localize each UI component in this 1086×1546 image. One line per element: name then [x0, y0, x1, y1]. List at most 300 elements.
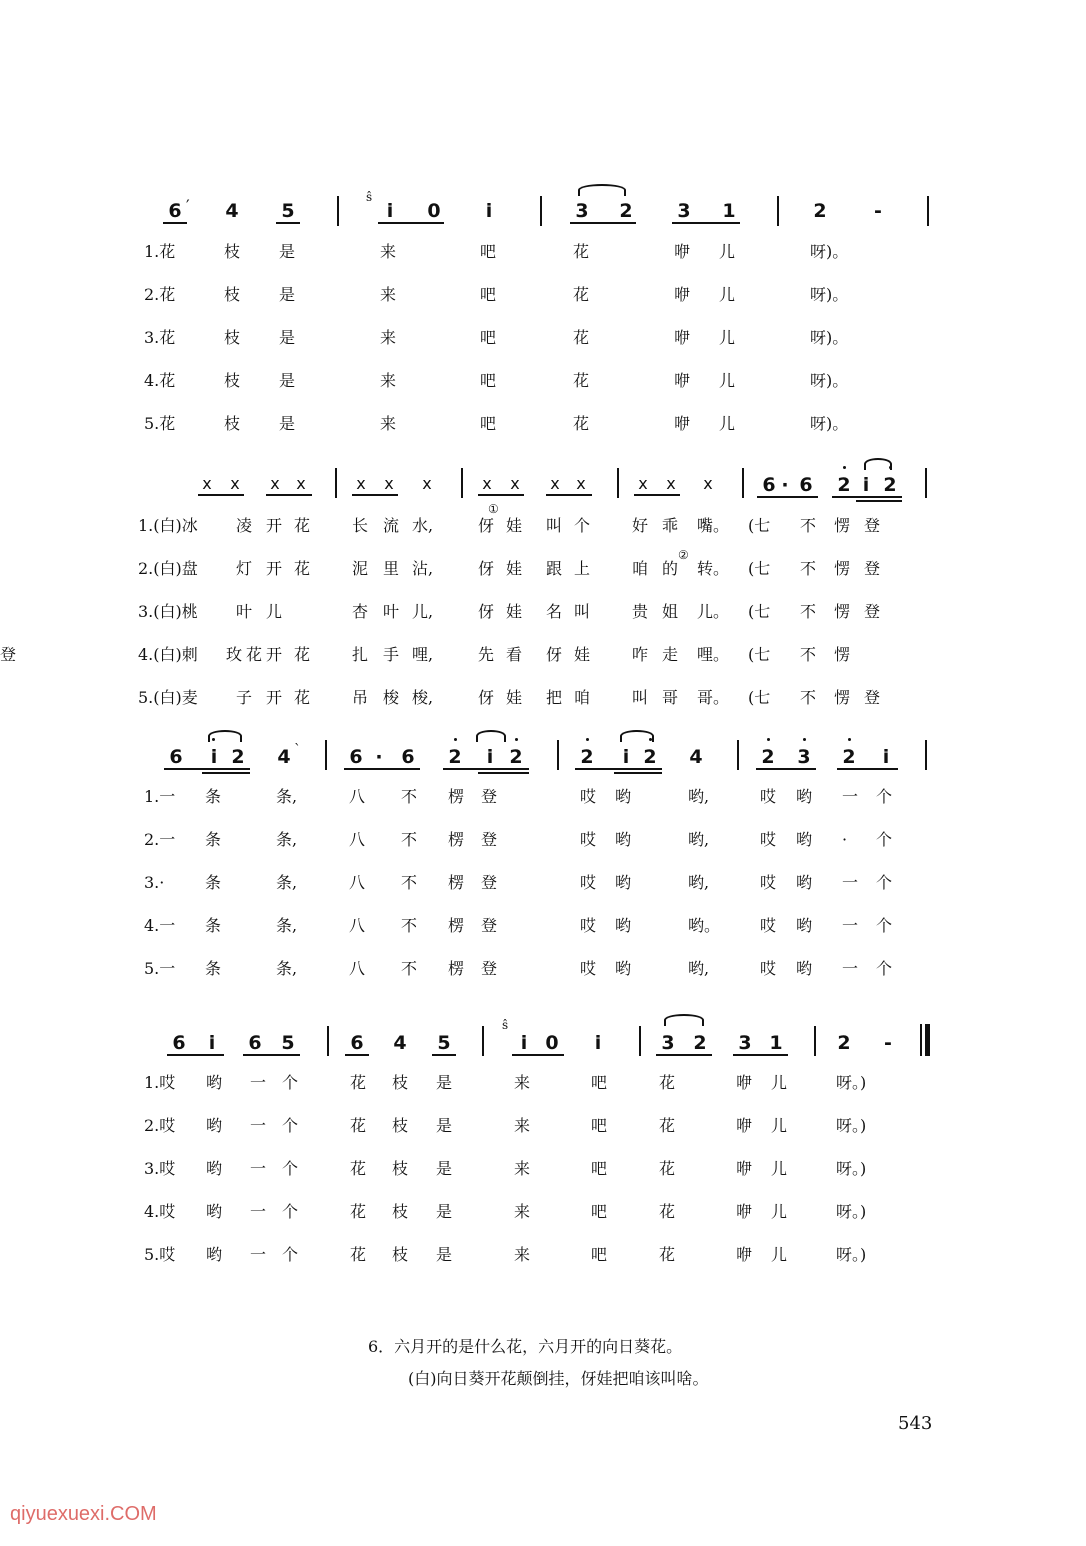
barline: [337, 196, 339, 226]
lyric: 条,: [276, 959, 298, 978]
underline: [478, 494, 524, 496]
lyric: 哟,: [688, 873, 710, 892]
lyric: 里: [383, 559, 400, 578]
lyric: 愣: [834, 559, 851, 578]
lyric: 花: [350, 1073, 367, 1092]
lyric: 花: [659, 1116, 676, 1135]
lyric: 看: [506, 645, 523, 664]
lyric: 花: [294, 559, 311, 578]
lyric: 跟: [546, 559, 563, 578]
note: i: [594, 1032, 602, 1054]
lyric: 哟: [796, 830, 813, 849]
lyric: 4.花: [144, 371, 176, 390]
lyric: 水,: [412, 516, 434, 535]
lyric: 枝: [224, 371, 241, 390]
lyric: 是: [436, 1116, 453, 1135]
note: 1: [769, 1032, 783, 1054]
underline: [575, 768, 662, 770]
lyric: 咱: [574, 688, 591, 707]
lyric: 呀。): [836, 1073, 867, 1092]
lyric: 八: [349, 830, 366, 849]
octave-dot: [767, 738, 770, 741]
lyric: 条: [205, 959, 222, 978]
lyric: 开: [266, 645, 283, 664]
underline-double: [202, 772, 250, 774]
rhythm-x: x: [510, 474, 520, 493]
final-barline-thick: [925, 1024, 930, 1056]
barline: [742, 468, 744, 498]
lyric: 哟: [206, 1245, 223, 1264]
lyric: 哟: [615, 959, 632, 978]
lyric: 花: [294, 516, 311, 535]
lyric: 吧: [591, 1116, 608, 1135]
rhythm-x: x: [384, 474, 394, 493]
lyric: 个: [876, 787, 893, 806]
note: 6: [350, 1032, 364, 1054]
note: 5: [281, 200, 295, 222]
lyric: 吧: [480, 371, 497, 390]
lyric: 八: [349, 959, 366, 978]
note: 6: [168, 200, 182, 222]
lyric: 花: [246, 645, 263, 664]
lyric: 来: [380, 371, 397, 390]
lyric: 花: [350, 1116, 367, 1135]
grace-note: ŝ: [502, 1018, 509, 1032]
lyric: 枝: [224, 328, 241, 347]
rhythm-x: x: [482, 474, 492, 493]
barline: [925, 740, 927, 770]
rhythm-x: x: [550, 474, 560, 493]
note: -: [884, 1032, 892, 1054]
rhythm-x: x: [356, 474, 366, 493]
underline: [656, 1054, 712, 1056]
octave-dot: [848, 738, 851, 741]
lyric: 呀。): [836, 1116, 867, 1135]
rhythm-x: x: [202, 474, 212, 493]
rhythm-x: x: [576, 474, 586, 493]
note: 2: [837, 1032, 851, 1054]
lyric: 吧: [591, 1202, 608, 1221]
lyric: 名: [546, 602, 563, 621]
lyric: 花: [350, 1202, 367, 1221]
rhythm-x: x: [296, 474, 306, 493]
lyric: 呀。): [836, 1159, 867, 1178]
lyric: 咱: [632, 559, 649, 578]
lyric: 2.哎: [144, 1116, 176, 1135]
lyric: 5.花: [144, 414, 176, 433]
lyric: 嘴。: [697, 516, 730, 535]
underline: [164, 768, 250, 770]
lyric: 叫: [632, 688, 649, 707]
lyric: 条: [205, 916, 222, 935]
note: 6: [401, 746, 415, 768]
lyric: 枝: [392, 1202, 409, 1221]
lyric: 枝: [392, 1245, 409, 1264]
underline-double: [478, 772, 529, 774]
grace-note: ŝ: [366, 190, 373, 204]
lyric: 不: [401, 830, 418, 849]
lyric: 咿: [674, 328, 691, 347]
lyric: 吧: [480, 328, 497, 347]
lyric: 儿: [771, 1245, 788, 1264]
octave-dot: [803, 738, 806, 741]
barline: [814, 1026, 816, 1056]
lyric: 个: [876, 916, 893, 935]
lyric: 长: [352, 516, 369, 535]
lyric: 八: [349, 873, 366, 892]
underline: [443, 768, 529, 770]
barline: [737, 740, 739, 770]
lyric: 咿: [736, 1245, 753, 1264]
lyric: 枝: [392, 1073, 409, 1092]
lyric: 登: [481, 787, 498, 806]
lyric: 儿,: [412, 602, 434, 621]
note: 2: [231, 746, 245, 768]
verse-6-line-1: 6．六月开的是什么花，六月开的向日葵花。: [368, 1337, 683, 1356]
lyric: 1.一: [144, 787, 176, 806]
note: i: [862, 474, 870, 496]
rhythm-x: x: [666, 474, 676, 493]
lyric: 咿: [674, 285, 691, 304]
note: 1: [722, 200, 736, 222]
lyric: (七: [748, 559, 771, 578]
lyric: 儿: [719, 242, 736, 261]
lyric: 咿: [674, 414, 691, 433]
lyric: 愣: [834, 516, 851, 535]
lyric: 八: [349, 787, 366, 806]
rhythm-x: x: [270, 474, 280, 493]
lyric: 儿: [771, 1202, 788, 1221]
lyric: 不: [401, 873, 418, 892]
lyric: 枝: [224, 285, 241, 304]
lyric: 个: [282, 1245, 299, 1264]
lyric: 来: [514, 1116, 531, 1135]
lyric: 泥: [352, 559, 369, 578]
lyric: 咿: [736, 1202, 753, 1221]
lyric: 楞: [448, 830, 465, 849]
lyric: 1.(白)冰: [138, 516, 198, 535]
lyric: 呀)。: [810, 285, 849, 304]
rhythm-x: x: [638, 474, 648, 493]
note: 2: [837, 474, 851, 496]
note: i: [882, 746, 890, 768]
lyric: 登: [481, 873, 498, 892]
lyric: 花: [659, 1073, 676, 1092]
note: 5: [437, 1032, 451, 1054]
note: 2: [813, 200, 827, 222]
lyric: 条,: [276, 916, 298, 935]
octave-dot: [212, 738, 215, 741]
underline: [198, 494, 244, 496]
lyric: 吧: [480, 242, 497, 261]
rhythm-x: x: [422, 474, 432, 493]
lyric: 哎: [580, 916, 597, 935]
lyric: 开: [266, 559, 283, 578]
lyric: 来: [380, 242, 397, 261]
lyric: 2.(白)盘: [138, 559, 198, 578]
underline: [432, 1054, 456, 1056]
lyric: 枝: [224, 242, 241, 261]
lyric: 哥。: [697, 688, 730, 707]
lyric: 呀)。: [810, 371, 849, 390]
lyric: 3.(白)桃: [138, 602, 198, 621]
note: 0: [427, 200, 441, 222]
lyric: 枝: [392, 1159, 409, 1178]
lyric: 哟: [796, 959, 813, 978]
lyric: 登: [481, 916, 498, 935]
underline: [276, 222, 300, 224]
lyric: 一: [842, 873, 859, 892]
lyric: 呀)。: [810, 414, 849, 433]
lyric: 花: [573, 285, 590, 304]
final-barline-thin: [920, 1024, 922, 1056]
note: 0: [545, 1032, 559, 1054]
lyric: 伢: [478, 602, 495, 621]
lyric: 哥: [662, 688, 679, 707]
lyric: 儿。: [697, 602, 730, 621]
lyric: 玫: [226, 645, 243, 664]
lyric: 1.花: [144, 242, 176, 261]
lyric: 个: [282, 1116, 299, 1135]
lyric: 叶: [383, 602, 400, 621]
octave-dot: [889, 466, 892, 469]
slur: [664, 1014, 704, 1026]
lyric: 开: [266, 516, 283, 535]
lyric: 咿: [674, 371, 691, 390]
dot: ·: [375, 746, 383, 768]
lyric: 咋: [632, 645, 649, 664]
lyric: 儿: [719, 371, 736, 390]
lyric: 是: [279, 285, 296, 304]
lyric: 哎: [760, 873, 777, 892]
lyric: 哟: [615, 787, 632, 806]
lyric: 不: [401, 787, 418, 806]
lyric: 花: [659, 1245, 676, 1264]
lyric: 哟: [206, 1202, 223, 1221]
lyric: 一: [250, 1073, 267, 1092]
lyric: 登: [0, 645, 17, 664]
underline: [634, 494, 680, 496]
barline: [327, 1026, 329, 1056]
lyric: 登: [481, 830, 498, 849]
underline: [512, 1054, 564, 1056]
lyric: 哟: [615, 830, 632, 849]
note: 2: [883, 474, 897, 496]
lyric: 一: [842, 916, 859, 935]
lyric: 哎: [760, 830, 777, 849]
lyric: 哩,: [412, 645, 434, 664]
note: 4: [689, 746, 703, 768]
lyric: 哟,: [688, 830, 710, 849]
underline: [378, 222, 444, 224]
lyric: 条: [205, 787, 222, 806]
lyric: 一: [250, 1116, 267, 1135]
lyric: 是: [279, 414, 296, 433]
note: 6: [349, 746, 363, 768]
lyric: 2.花: [144, 285, 176, 304]
lyric: 儿: [771, 1073, 788, 1092]
lyric: 楞: [448, 916, 465, 935]
underline: [163, 222, 187, 224]
lyric: 愣: [834, 645, 851, 664]
lyric: 花: [350, 1245, 367, 1264]
lyric: 哟: [206, 1116, 223, 1135]
lyric: 吊: [352, 688, 369, 707]
note: i: [486, 746, 494, 768]
lyric: 不: [401, 916, 418, 935]
underline: [837, 768, 898, 770]
lyric: 娃: [506, 602, 523, 621]
lyric: 愣: [834, 602, 851, 621]
dot: ·: [781, 474, 789, 496]
lyric: 条,: [276, 830, 298, 849]
lyric: (七: [748, 688, 771, 707]
lyric: 哟: [206, 1159, 223, 1178]
lyric: 4.(白)刺: [138, 645, 198, 664]
rhythm-x: x: [703, 474, 713, 493]
note: 2: [448, 746, 462, 768]
lyric: 呀)。: [810, 242, 849, 261]
lyric: 把: [546, 688, 563, 707]
underline: [832, 496, 902, 498]
lyric: 叫: [574, 602, 591, 621]
lyric: 哟: [796, 873, 813, 892]
barline: [461, 468, 463, 498]
lyric: 花: [659, 1159, 676, 1178]
lyric: 个: [876, 959, 893, 978]
lyric: 哎: [580, 959, 597, 978]
lyric: 哟: [796, 916, 813, 935]
lyric: 不: [800, 645, 817, 664]
lyric: 不: [800, 602, 817, 621]
lyric: 条: [205, 873, 222, 892]
lyric: 娃: [574, 645, 591, 664]
barline: [325, 740, 327, 770]
lyric: 花: [350, 1159, 367, 1178]
lyric: 登: [864, 516, 881, 535]
lyric: 个: [282, 1202, 299, 1221]
lyric: 吧: [591, 1159, 608, 1178]
note: 2: [619, 200, 633, 222]
lyric: 是: [436, 1159, 453, 1178]
lyric: 登: [481, 959, 498, 978]
underline: [345, 1054, 369, 1056]
lyric: 杏: [352, 602, 369, 621]
lyric: 姐: [662, 602, 679, 621]
note: i: [520, 1032, 528, 1054]
lyric: 花: [573, 328, 590, 347]
note: 2: [509, 746, 523, 768]
lyric: 个: [282, 1159, 299, 1178]
lyric: 哟: [615, 873, 632, 892]
underline: [672, 222, 740, 224]
barline: [639, 1026, 641, 1056]
lyric: 楞: [448, 959, 465, 978]
lyric: 灯: [236, 559, 253, 578]
underline: [756, 768, 816, 770]
lyric: 条,: [276, 787, 298, 806]
lyric: 一: [842, 787, 859, 806]
note: 6: [248, 1032, 262, 1054]
barline: [482, 1026, 484, 1056]
note: 2: [761, 746, 775, 768]
lyric: 娃: [506, 688, 523, 707]
barline: [540, 196, 542, 226]
barline: [335, 468, 337, 498]
lyric: 花: [573, 371, 590, 390]
lyric: 2.一: [144, 830, 176, 849]
note: 5: [281, 1032, 295, 1054]
underline: [733, 1054, 788, 1056]
lyric: 一: [842, 959, 859, 978]
lyric: 是: [436, 1202, 453, 1221]
barline: [927, 196, 929, 226]
lyric: 儿: [719, 414, 736, 433]
watermark: qiyuexuexi.COM: [10, 1503, 157, 1525]
lyric: 哎: [580, 830, 597, 849]
lyric: 的: [662, 559, 679, 578]
lyric: 枝: [224, 414, 241, 433]
lyric: 3.·: [144, 873, 165, 892]
note: 3: [797, 746, 811, 768]
lyric: 个: [876, 830, 893, 849]
lyric: 伢: [478, 559, 495, 578]
lyric: 咿: [736, 1116, 753, 1135]
lyric: 登: [864, 688, 881, 707]
note: i: [386, 200, 394, 222]
lyric: 花: [573, 414, 590, 433]
lyric: 娃: [506, 516, 523, 535]
note: 3: [677, 200, 691, 222]
lyric: 个: [282, 1073, 299, 1092]
underline: [546, 494, 592, 496]
lyric: 1.哎: [144, 1073, 176, 1092]
lyric: 上: [574, 559, 591, 578]
underline: [352, 494, 398, 496]
note: 3: [661, 1032, 675, 1054]
note: 6: [762, 474, 776, 496]
lyric: 登: [864, 602, 881, 621]
note: 2: [693, 1032, 707, 1054]
lyric: 不: [800, 516, 817, 535]
lyric: 梭,: [412, 688, 434, 707]
lyric: 楞: [448, 787, 465, 806]
lyric: 叶: [236, 602, 253, 621]
lyric: 叫: [546, 516, 563, 535]
lyric: 八: [349, 916, 366, 935]
underline: [266, 494, 312, 496]
lyric: 吧: [480, 414, 497, 433]
lyric: 哟: [206, 1073, 223, 1092]
lyric: 吧: [591, 1073, 608, 1092]
underline: [570, 222, 636, 224]
lyric: (七: [748, 516, 771, 535]
lyric: 不: [401, 959, 418, 978]
note: 4: [225, 200, 239, 222]
lyric: 来: [514, 1202, 531, 1221]
lyric: 儿: [719, 285, 736, 304]
lyric: 来: [380, 414, 397, 433]
lyric: 是: [279, 242, 296, 261]
lyric: 咿: [674, 242, 691, 261]
lyric: 子: [236, 688, 253, 707]
lyric: 花: [294, 645, 311, 664]
lyric: 先: [478, 645, 495, 664]
note: 4: [277, 746, 291, 768]
note: 3: [738, 1032, 752, 1054]
lyric: 儿: [719, 328, 736, 347]
lyric: 伢: [478, 516, 495, 535]
